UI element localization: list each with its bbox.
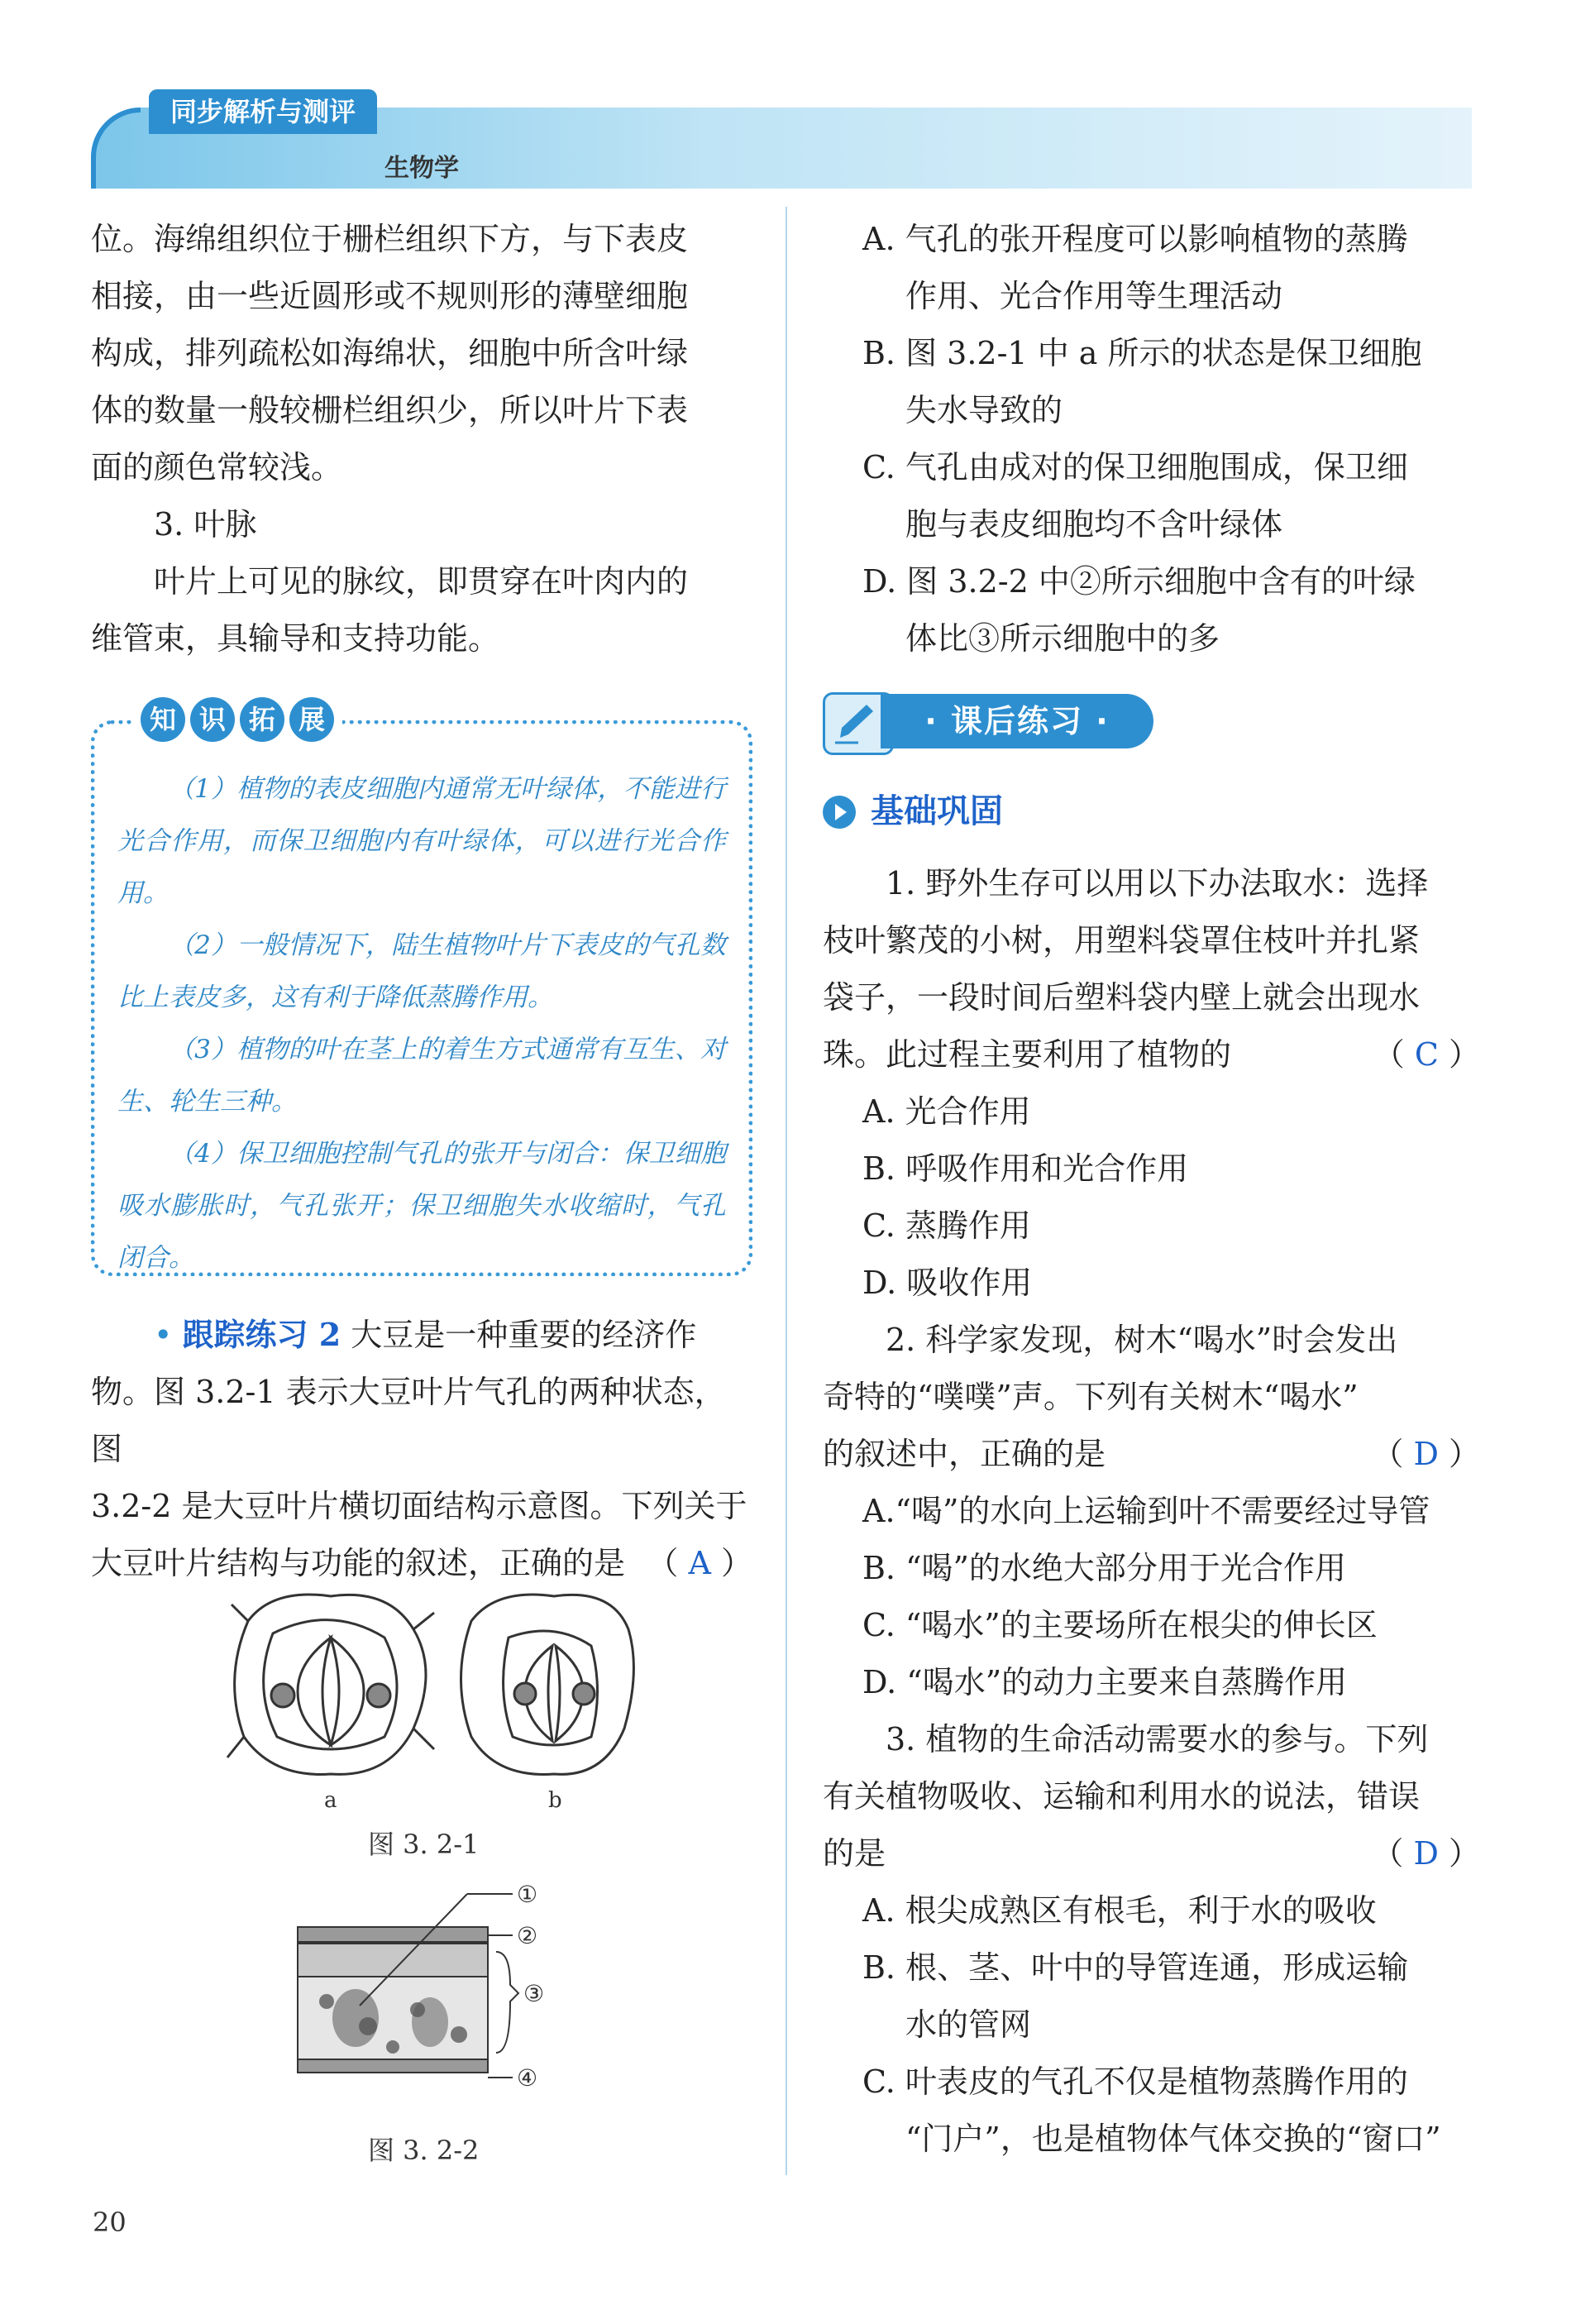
column-divider [786,207,787,2175]
question-last-line [823,1825,1480,1882]
title-char: 知 [141,697,185,742]
option-line: 水的管网 [905,2006,1032,2043]
leaf-cross-section-figure [294,1869,608,2109]
knowledge-item: （2）一般情况下，陆生植物叶片下表皮的气孔数比上表皮多，这有利于降低蒸腾作用。 [117,930,726,1012]
answer-bracket: （ C ） [1373,1036,1480,1073]
label-1: ① [517,1881,538,1908]
figure-caption-2: 图 3. 2-2 [368,2135,480,2166]
answer-bracket: （ D ） [1372,1436,1480,1472]
option: A. 光合作用 [862,1093,1031,1130]
answer-text: C [1414,1036,1439,1073]
question-line: 1. 野外生存可以用以下办法取水：选择 [886,865,1429,901]
vein-line: 维管束，具输导和支持功能。 [91,620,500,657]
practice-banner-label: · 课后练习 · [881,694,1153,748]
track-line: 大豆是一种重要的经济作 [351,1317,697,1353]
knowledge-extension-box [91,697,752,1276]
question-line: 2. 科学家发现，树木“喝水”时会发出 [886,1322,1398,1358]
intro-line: 相接，由一些近圆形或不规则形的薄壁细胞 [91,278,689,314]
option-line: B. 根、茎、叶中的导管连通，形成运输 [862,1949,1409,1986]
question-2 [823,1312,1480,1711]
option-line: B. 图 3.2-1 中 a 所示的状态是保卫细胞 [862,335,1422,371]
bullet-icon: • [154,1317,173,1353]
play-icon [823,796,856,829]
option-line: “门户”，也是植物体气体交换的“窗口” [905,2121,1441,2157]
option: A.“喝”的水向上运输到叶不需要经过导管 [862,1493,1430,1529]
track-option-a [823,211,1480,325]
option-line: C. 气孔由成对的保卫细胞围成，保卫细 [862,449,1408,485]
option-line: 作用、光合作用等生理活动 [905,278,1283,314]
track-option-c [823,439,1480,553]
option-line: A. 气孔的张开程度可以影响植物的蒸腾 [862,221,1408,257]
subject-label: 生物学 [384,154,459,183]
option: B. “喝”的水绝大部分用于光合作用 [862,1550,1346,1586]
track-option-b [823,325,1480,439]
question-line: 枝叶繁茂的小树，用塑料袋罩住枝叶并扎紧 [823,922,1421,959]
label-2: ② [517,1922,538,1949]
track-line: 物。图 3.2-1 表示大豆叶片气孔的两种状态，图 [91,1374,726,1467]
track-line: 大豆叶片结构与功能的叙述，正确的是 [91,1545,626,1581]
knowledge-box-title [132,697,342,742]
intro-line: 面的颜色常较浅。 [91,449,343,485]
question-last-line [823,1426,1480,1483]
intro-line: 位。海绵组织位于栅栏组织下方，与下表皮 [91,221,689,257]
option: D. 吸收作用 [862,1265,1033,1301]
intro-line: 体的数量一般较栅栏组织少，所以叶片下表 [91,392,689,428]
question-line: 有关植物吸收、运输和利用水的说法，错误 [823,1778,1421,1815]
label-4: ④ [517,2064,538,2092]
question-1 [823,855,1480,1312]
option [823,2054,1480,2168]
fig-label-a: a [324,1788,337,1813]
question-line: 袋子，一段时间后塑料袋内壁上就会出现水 [823,979,1421,1016]
knowledge-item: （3）植物的叶在茎上的着生方式通常有互生、对生、轮生三种。 [117,1035,726,1117]
question-last-line [823,1026,1480,1083]
left-column [91,211,752,1592]
page-number: 20 [93,2207,127,2238]
figure-caption-1: 图 3. 2-1 [368,1829,480,1860]
fig-label-b: b [548,1788,562,1813]
answer-text: A [688,1545,711,1581]
option: B. 呼吸作用和光合作用 [862,1150,1189,1187]
title-char: 拓 [240,697,284,742]
section-title-basic [823,783,1480,840]
right-column [823,211,1480,2168]
question-line: 3. 植物的生命活动需要水的参与。下列 [886,1721,1429,1757]
track-option-d [823,553,1480,667]
answer-bracket: （ A ） [647,1545,752,1581]
section-title-text: 基础巩固 [871,792,1003,830]
option-line: 失水导致的 [905,392,1063,428]
intro-line: 构成，排列疏松如海绵状，细胞中所含叶绿 [91,335,689,371]
book-title-tab: 同步解析与测评 [149,89,377,134]
option-line: 胞与表皮细胞均不含叶绿体 [905,506,1283,543]
option-line: C. 叶表皮的气孔不仅是植物蒸腾作用的 [862,2063,1408,2100]
vein-heading: 3. 叶脉 [154,506,257,543]
title-char: 识 [190,697,235,742]
vein-line: 叶片上可见的脉纹，即贯穿在叶肉内的 [154,563,689,600]
answer-text: D [1413,1835,1439,1872]
question-3 [823,1711,1480,2168]
stomata-figure [223,1588,637,1815]
answer-bracket: （ D ） [1372,1835,1480,1872]
answer-text: D [1413,1436,1439,1472]
option: C. “喝水”的主要场所在根尖的伸长区 [862,1607,1378,1643]
knowledge-item: （4）保卫细胞控制气孔的张开与闭合：保卫细胞吸水膨胀时，气孔张开；保卫细胞失水收缩时，气孔闭合。 [117,1139,726,1273]
option: D. “喝水”的动力主要来自蒸腾作用 [862,1664,1348,1700]
option: C. 蒸腾作用 [862,1207,1031,1244]
label-3: ③ [523,1980,545,2007]
track-question-last-line [91,1535,752,1592]
question-line: 珠。此过程主要利用了植物的 [823,1036,1232,1073]
after-class-practice-banner [823,684,1480,758]
track-line: 3.2-2 是大豆叶片横切面结构示意图。下列关于 [91,1488,747,1524]
option-line: 体比③所示细胞中的多 [905,620,1220,657]
track-exercise-label: 跟踪练习 2 [182,1316,341,1353]
option-line: D. 图 3.2-2 中②所示细胞中含有的叶绿 [862,563,1416,600]
knowledge-item: （1）植物的表皮细胞内通常无叶绿体，不能进行光合作用，而保卫细胞内有叶绿体，可以进行光合作用。 [117,774,726,908]
option: A. 根尖成熟区有根毛，利于水的吸收 [862,1892,1377,1929]
track-exercise [91,1306,752,1592]
knowledge-box-body [117,763,726,1284]
title-char: 展 [289,697,334,742]
option [823,1939,1480,2054]
question-line: 奇特的“噗噗”声。下列有关树木“喝水” [823,1379,1359,1415]
page-header [83,89,1472,189]
question-line: 的叙述中，正确的是 [823,1436,1106,1472]
question-line: 的是 [823,1835,886,1872]
